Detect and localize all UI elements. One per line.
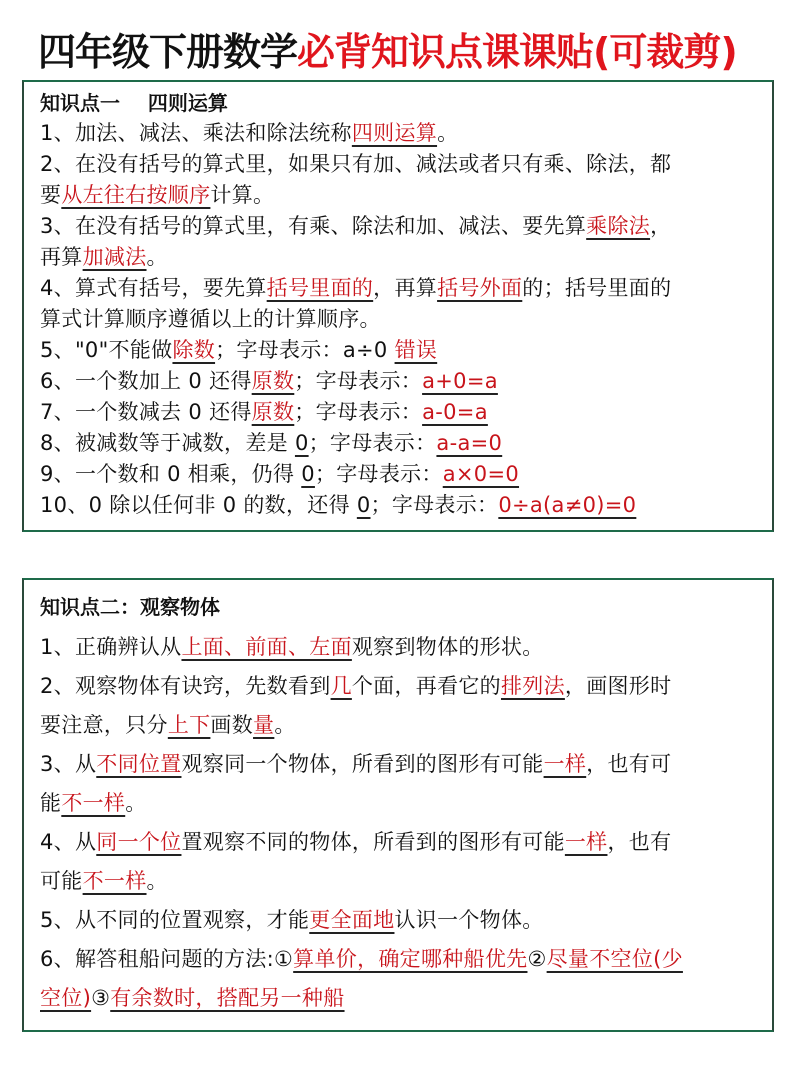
highlighted-keyword: 空位) xyxy=(40,986,92,1010)
text-segment: 8、被减数等于减数，差是 xyxy=(40,431,295,455)
list-item xyxy=(40,211,772,242)
text-segment: 4、算式有括号，要先算 xyxy=(40,276,267,300)
text-segment: ；字母表示：a÷0 xyxy=(215,338,395,362)
text-segment: 3、从 xyxy=(40,752,97,776)
text-segment: ，再算 xyxy=(373,276,438,300)
text-segment: 6、一个数加上 0 还得 xyxy=(40,369,252,393)
highlighted-keyword: 原数 xyxy=(251,400,295,424)
highlighted-keyword: 不一样 xyxy=(61,791,126,815)
text-segment: 5、"0"不能做 xyxy=(40,338,173,362)
text-segment: ② xyxy=(527,947,547,971)
highlighted-keyword: 不一样 xyxy=(82,869,147,893)
text-segment: ， xyxy=(650,214,672,238)
highlighted-keyword: 不同位置 xyxy=(96,752,182,776)
list-item xyxy=(40,149,772,180)
list-item xyxy=(40,940,772,979)
highlighted-keyword: 同一个位 xyxy=(96,830,182,854)
title-red-part: 必背知识点课课贴(可裁剪) xyxy=(297,30,737,74)
highlighted-keyword: a+0=a xyxy=(422,369,498,393)
list-item xyxy=(40,901,772,940)
list-item xyxy=(40,366,772,397)
text-segment: ；字母表示： xyxy=(370,493,499,517)
text-segment: 观察同一个物体，所看到的图形有可能 xyxy=(181,752,544,776)
text-segment: 观察到物体的形状。 xyxy=(351,635,544,659)
text-segment: 。 xyxy=(274,713,296,737)
text-segment: ；字母表示： xyxy=(308,431,437,455)
text-segment: ③ xyxy=(91,986,111,1010)
text-segment: 的；括号里面的 xyxy=(522,276,672,300)
text-segment: 。 xyxy=(125,791,147,815)
list-item xyxy=(40,180,772,211)
list-item xyxy=(40,862,772,901)
highlighted-keyword: 一样 xyxy=(543,752,587,776)
list-item xyxy=(40,118,772,149)
text-segment: 个面，再看它的 xyxy=(351,674,501,698)
highlighted-keyword: 算单价，确定哪种船优先 xyxy=(293,947,528,971)
underlined-text: 0 xyxy=(356,493,371,517)
highlighted-keyword: 上下 xyxy=(167,713,211,737)
text-segment: ；字母表示： xyxy=(294,369,423,393)
highlighted-keyword: 加减法 xyxy=(82,245,147,269)
highlighted-keyword: 原数 xyxy=(251,369,295,393)
text-segment: 2、观察物体有诀窍，先数看到 xyxy=(40,674,331,698)
section-heading: 知识点二：观察物体 xyxy=(40,595,220,619)
text-segment: 可能 xyxy=(40,869,83,893)
section-body xyxy=(40,118,772,521)
list-item xyxy=(40,304,772,335)
underlined-text: 0 xyxy=(294,431,309,455)
list-item xyxy=(40,823,772,862)
text-segment: 要 xyxy=(40,183,62,207)
text-segment: 再算 xyxy=(40,245,83,269)
list-item xyxy=(40,628,772,667)
text-segment: 置观察不同的物体，所看到的图形有可能 xyxy=(181,830,565,854)
highlighted-keyword: 上面、前面、左面 xyxy=(181,635,352,659)
underlined-text: 0 xyxy=(301,462,315,486)
text-segment: 。 xyxy=(146,245,168,269)
text-segment: 3、在没有括号的算式里，有乘、除法和加、减法、要先算 xyxy=(40,214,587,238)
highlighted-keyword: 四则运算 xyxy=(351,121,438,145)
highlighted-keyword: 0÷a(a≠0)=0 xyxy=(498,493,637,517)
list-item xyxy=(40,745,772,784)
text-segment: 10、0 除以任何非 0 的数，还得 xyxy=(40,493,357,517)
text-segment: 5、从不同的位置观察，才能 xyxy=(40,908,310,932)
list-item xyxy=(40,459,772,490)
highlighted-keyword: 错误 xyxy=(394,338,438,362)
highlighted-keyword: 更全面地 xyxy=(309,908,395,932)
text-segment: 能 xyxy=(40,791,62,815)
text-segment: ，也有 xyxy=(607,830,672,854)
title-black-part: 四年级下册数学 xyxy=(38,30,298,74)
text-segment: 。 xyxy=(146,869,168,893)
text-segment: 算式计算顺序遵循以上的计算顺序。 xyxy=(40,307,381,331)
highlighted-keyword: 几 xyxy=(330,674,352,698)
list-item xyxy=(40,335,772,366)
list-item xyxy=(40,979,772,1018)
text-segment: 4、从 xyxy=(40,830,97,854)
knowledge-card-arithmetic xyxy=(22,80,774,532)
highlighted-keyword: 量 xyxy=(253,713,275,737)
list-item xyxy=(40,706,772,745)
highlighted-keyword: 乘除法 xyxy=(586,214,651,238)
text-segment: 7、一个数减去 0 还得 xyxy=(40,400,252,424)
text-segment: 6、解答租船问题的方法:① xyxy=(40,947,294,971)
text-segment: ；字母表示： xyxy=(294,400,423,424)
page-title xyxy=(38,24,778,80)
text-segment: ，也有可 xyxy=(586,752,672,776)
highlighted-keyword: 尽量不空位(少 xyxy=(546,947,683,971)
text-segment: ；字母表示： xyxy=(314,462,443,486)
text-segment: 。 xyxy=(437,121,459,145)
highlighted-keyword: 除数 xyxy=(172,338,216,362)
highlighted-keyword: 括号里面的 xyxy=(266,276,374,300)
list-item xyxy=(40,397,772,428)
text-segment: 认识一个物体。 xyxy=(394,908,544,932)
list-item xyxy=(40,667,772,706)
highlighted-keyword: 从左往右按顺序 xyxy=(61,183,211,207)
text-segment: 计算。 xyxy=(210,183,275,207)
section-heading: 知识点一 四则运算 xyxy=(40,91,228,115)
text-segment: 2、在没有括号的算式里，如果只有加、减法或者只有乘、除法，都 xyxy=(40,152,672,176)
list-item xyxy=(40,242,772,273)
highlighted-keyword: a×0=0 xyxy=(442,462,520,486)
text-segment: 1、加法、减法、乘法和除法统称 xyxy=(40,121,352,145)
text-segment: 1、正确辨认从 xyxy=(40,635,182,659)
highlighted-keyword: 有余数时，搭配另一种船 xyxy=(110,986,345,1010)
list-item xyxy=(40,273,772,304)
text-segment: ，画图形时 xyxy=(564,674,672,698)
knowledge-card-observing-objects xyxy=(22,578,774,1032)
list-item xyxy=(40,490,772,521)
highlighted-keyword: 一样 xyxy=(564,830,608,854)
text-segment: 要注意，只分 xyxy=(40,713,168,737)
text-segment: 画数 xyxy=(210,713,254,737)
list-item xyxy=(40,428,772,459)
highlighted-keyword: 括号外面 xyxy=(437,276,523,300)
highlighted-keyword: 排列法 xyxy=(500,674,565,698)
section-body xyxy=(40,628,772,1018)
highlighted-keyword: a-a=0 xyxy=(436,431,503,455)
list-item xyxy=(40,784,772,823)
highlighted-keyword: a-0=a xyxy=(422,400,488,424)
text-segment: 9、一个数和 0 相乘，仍得 xyxy=(40,462,302,486)
